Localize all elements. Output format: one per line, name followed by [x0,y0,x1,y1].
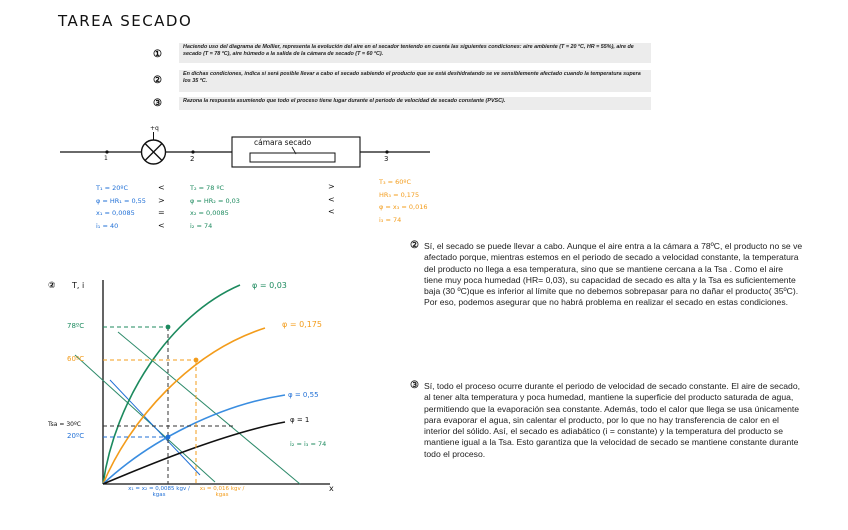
curve-phi-1 [103,422,285,484]
node-1: 1 [104,155,108,162]
answer-3 [410,380,804,460]
legend-phi-1: φ = 1 [290,416,310,424]
state-1: T₁ = 20ºC φ = HR₁ = 0,55 x₁ = 0,0085 i₁ = 40 [96,184,146,230]
answer-2 [410,240,804,309]
compare-2-3: > < < [328,182,335,216]
point-3 [194,358,199,363]
chamber-label: cámara secado [254,138,312,147]
point-1 [166,435,171,440]
x-tick-x1: x₁ = x₂ = 0,0085 kgv / kgas [128,486,190,498]
curve-phi-055 [103,395,285,484]
y-tick-20: 20ºC [67,432,85,440]
answer-3-text: Sí, todo el proceso ocurre durante el periodo de velocidad de secado constante. El aire de secado, al tener alta temperatura y poca humedad, mantiene la superficie del producto saturada de agua, permitiendo que la evaporación sea constante. Además, todo el calor que llega se usa únicamente para evaporar el agua, sin calentar el producto, por lo que no hay transferencia de calor en el interior del sólido. Así, el secado es adiabático (i = constante) y la temperatura del producto se mantiene igual a la Tsa. Esto garantiza que la velocidad de secado se mantiene constante durante todo el proceso. [424,381,800,459]
state-2: T₂ = 78 ºC φ = HR₂ = 0,03 x₂ = 0,0085 i₂ = 74 [190,184,240,230]
compare-1-2: < > = < [158,183,165,230]
question-1-text: Haciendo uso del diagrama de Mollier, representa la evolución del aire en el secador teniendo en cuenta las siguientes condiciones: aire ambiente (T = 20 ºC, HR = 55%), aire de secado (T = 78 ºC), aire húmedo a la salida de la cámara de secado (T = 60 ºC). [179,43,651,63]
x-tick-x3: x₃ = 0,016 kgv / kgas [199,486,245,498]
heater-q-label: +q [150,125,159,132]
point-2 [166,325,171,330]
state-3: T₃ = 60ºC HR₃ = 0,175 φ = x₃ = 0,016 i₃ = 74 [379,178,428,224]
y-tick-60: 60ºC [67,355,85,363]
y-tick-78: 78ºC [67,322,85,330]
answer-2-number: ② [410,240,419,251]
y-tick-tsa: Tsa = 30ºC [48,421,81,428]
chart-panel-label: ② [48,281,56,291]
question-1-number: ① [153,49,162,60]
question-2-number: ② [153,75,162,86]
mollier-chart [0,270,360,510]
chart-xlabel: x [329,484,334,493]
node-3: 3 [384,155,389,163]
question-2-text: En dichas condiciones, indica si será posible llevar a cabo el secado sabiendo el producto que se está deshidratando se ve sensiblemente afectado cuando la temperatura supera los 35 ºC. [179,70,651,92]
answer-2-text: Sí, el secado se puede llevar a cabo. Aunque el aire entra a la cámara a 78ºC, el producto no se ve afectado porque, mientras estemos en el periodo de secado a velocidad constante, la temperatura del producto no llega a esa temperatura, sino que se mantiene cercana a la Tsa . Como el aire tiene muy poca humedad (HR= 0,03), su capacidad de secado es alta y la Tsa es suficientemente baja (30 ºC)que es inferior al límite que no debemos sobrepasar para no dañar el producto( 35ºC). Por eso, podemos asegurar que no habrá problema en realizar el secado en estas condiciones. [424,241,803,308]
node-2: 2 [190,155,195,163]
chart-ylabel: T, i [72,281,85,290]
legend-phi-003: φ = 0,03 [252,281,287,290]
page-title: TAREA SECADO [58,12,193,30]
question-3-text: Razona la respuesta asumiendo que todo el proceso tiene lugar durante el periodo de velocidad de secado constante (PVSC). [179,97,651,110]
answer-3-number: ③ [410,380,419,391]
isenthalpic-line-1 [75,355,215,482]
legend-phi-0175: φ = 0,175 [282,320,322,329]
question-3-number: ③ [153,98,162,109]
isenthalpic-label: i₂ = i₃ = 74 [290,440,327,448]
legend-phi-055: φ = 0,55 [288,391,319,399]
